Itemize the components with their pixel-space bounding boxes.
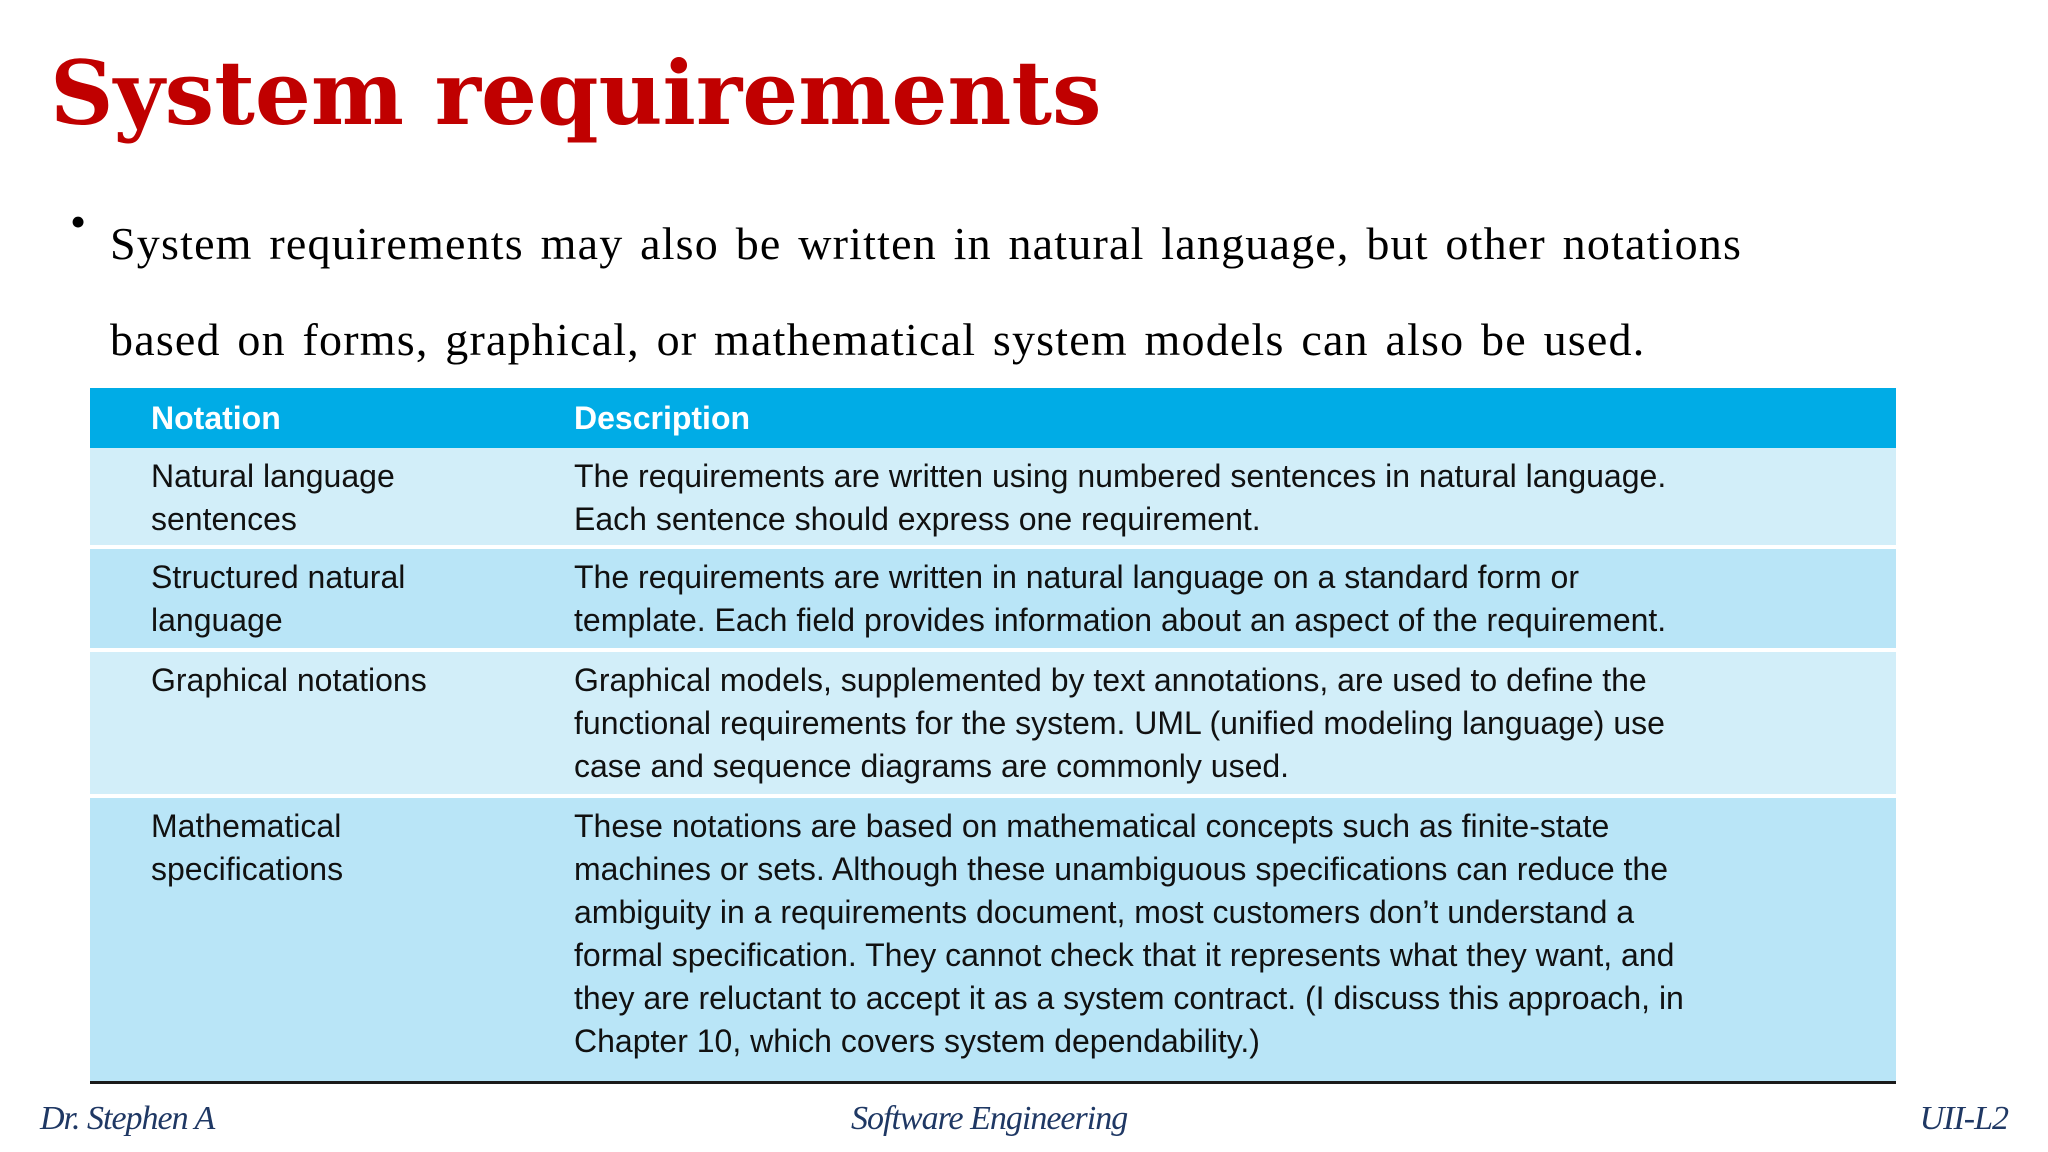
- notation-text: Natural language: [151, 458, 395, 494]
- description-text: Each sentence should express one requirement.: [574, 501, 1261, 537]
- table-row: [90, 448, 1896, 545]
- notation-text: Graphical notations: [151, 662, 427, 698]
- description-text: functional requirements for the system. UML (unified modeling language) use: [574, 705, 1665, 741]
- description-text: Graphical models, supplemented by text annotations, are used to define the: [574, 662, 1647, 698]
- description-text: The requirements are written using numbered sentences in natural language.: [574, 458, 1667, 494]
- description-cell: [574, 659, 1896, 794]
- table-row: [90, 794, 1896, 1081]
- header-description: Description: [574, 399, 751, 436]
- notation-text: Structured natural: [151, 559, 406, 595]
- description-text: formal specification. They cannot check that it represents what they want, and: [574, 937, 1675, 973]
- bullet-marker: •: [70, 196, 87, 247]
- header-notation: Notation: [151, 399, 281, 436]
- notation-text: sentences: [151, 501, 297, 537]
- description-text: they are reluctant to accept it as a system contract. (I discuss this approach, in: [574, 980, 1684, 1016]
- intro-line: System requirements may also be written in natural language, but other notations: [110, 218, 1743, 269]
- footer-course: Software Engineering: [851, 1100, 1128, 1137]
- description-cell: [574, 455, 1896, 545]
- description-text: template. Each field provides information about an aspect of the requirement.: [574, 602, 1667, 638]
- notation-cell: [90, 805, 574, 1081]
- notation-text: Mathematical: [151, 808, 342, 844]
- footer-author: Dr. Stephen A: [40, 1100, 215, 1137]
- notation-text: language: [151, 602, 283, 638]
- table-header-row: [90, 388, 1896, 448]
- footer-code: UII-L2: [1919, 1100, 2008, 1137]
- notation-text: specifications: [151, 851, 344, 887]
- notation-cell: [90, 455, 574, 545]
- table-row: [90, 545, 1896, 648]
- description-cell: [574, 556, 1896, 648]
- description-text: The requirements are written in natural language on a standard form or: [574, 559, 1579, 595]
- notation-table: [90, 388, 1896, 1084]
- description-text: ambiguity in a requirements document, most customers don’t understand a: [574, 894, 1635, 930]
- slide-title: System requirements: [50, 41, 1102, 145]
- description-text: machines or sets. Although these unambiguous specifications can reduce the: [574, 851, 1668, 887]
- intro-paragraph: [110, 196, 2035, 388]
- notation-cell: [90, 659, 574, 794]
- notation-cell: [90, 556, 574, 648]
- description-text: Chapter 10, which covers system dependability.): [574, 1023, 1260, 1059]
- description-cell: [574, 805, 1896, 1081]
- table-row: [90, 648, 1896, 794]
- description-text: case and sequence diagrams are commonly used.: [574, 748, 1290, 784]
- description-text: These notations are based on mathematical concepts such as finite-state: [574, 808, 1610, 844]
- intro-line: based on forms, graphical, or mathematical system models can also be used.: [110, 314, 1646, 365]
